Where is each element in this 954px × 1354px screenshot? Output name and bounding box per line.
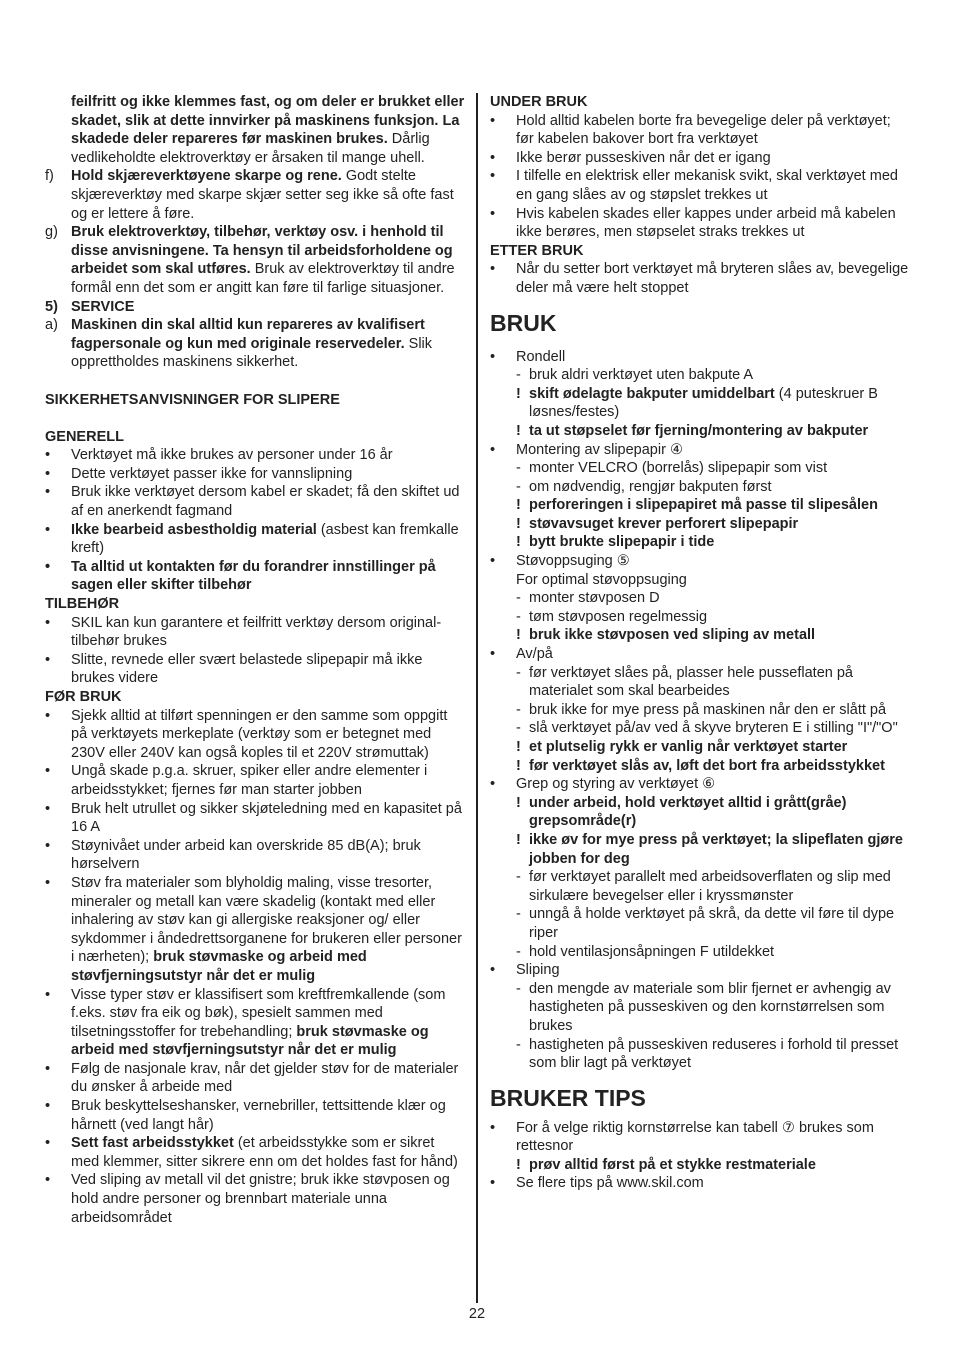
dash-item: - før verktøyet parallelt med arbeidsoverflaten og slip med sirkulære bevegelser eller i kryssmønster — [516, 869, 891, 904]
dash-item: - tøm støvposen regelmessig — [516, 608, 708, 625]
list-item: • Bruk beskyttelseshansker, vernebriller, tettsittende klær og hårnett (ved langt hår) — [45, 1098, 446, 1133]
page-number: 22 — [468, 1306, 486, 1322]
warning-item: ! bytt brukte slipepapir i tide — [516, 534, 715, 551]
dash-item: - hastigheten på pusseskiven reduseres i forhold til presset som blir lagt på verktøyet — [516, 1036, 899, 1072]
list-item: • Verktøyet må ikke brukes av personer under 16 år — [45, 447, 393, 464]
list-item: • Sjekk alltid at tilført spenningen er den samme som oppgitt på verktøyets merkeplate (verktøy som er betegnet med 230V eller 240V kan også koples til et 220V strømuttak) — [45, 707, 448, 761]
list-item: • Støynivået under arbeid kan overskride 85 dB(A); bruk hørselvern — [45, 837, 421, 873]
dash-item: - før verktøyet slåes på, plasser hele pusseflaten på materialet som skal bearbeides — [516, 664, 853, 700]
list-item: • SKIL kan kun garantere et feilfritt verktøy dersom original-tilbehør brukes — [45, 614, 442, 650]
list-item: • Rondell — [490, 348, 566, 365]
list-item: • Støv fra materialer som blyholdig maling, visse tresorter, mineraler og metall kan være skadelig (kontakt med eller inhalering av støv kan gi allergiske reaksjoner og/ eller sykdommer i åndedrettsorganene for brukeren eller personer i nærheten); bruk støvmaske og arbeid med støvfjerningsutstyr når det er mulig — [45, 874, 462, 984]
item-f: f) Hold skjæreverktøyene skarpe og rene. Godt stelte skjæreverktøy med skarpe skjær setter seg ikke så ofte fast og er lettere å føre. — [45, 168, 454, 222]
list-item: • Ta alltid ut kontakten før du forandrer innstillinger på sagen eller skifter tilbehør — [45, 558, 436, 594]
list-item: • Bruk helt utrullet og sikker skjøteledning med en kapasitet på 16 A — [45, 800, 462, 836]
dash-item: - om nødvendig, rengjør bakputen først — [516, 478, 772, 495]
dash-item: - monter støvposen D — [516, 590, 660, 607]
under-bruk-heading: UNDER BRUK — [490, 94, 588, 110]
dash-item: - slå verktøyet på/av ved å skyve bryteren E i stilling "I"/"O" — [516, 720, 898, 737]
warning-item: ! perforeringen i slipepapiret må passe til slipesålen — [516, 497, 878, 514]
list-item: • Når du setter bort verktøyet må bryteren slåes av, bevegelige deler må være helt stoppet — [490, 261, 909, 296]
list-item: • Følg de nasjonale krav, når det gjelder støv for de materialer du ønsker å arbeide med — [45, 1060, 459, 1096]
list-item: • Sett fast arbeidsstykket (et arbeidsstykke som er sikret med klemmer, sitter sikrere enn om det holdes fast for hånd) — [45, 1135, 458, 1170]
list-item: • Se flere tips på www.skil.com — [490, 1175, 704, 1192]
list-item: • Støvoppsuging ⑤ — [490, 553, 630, 570]
warning-item: ! før verktøyet slås av, løft det bort fra arbeidsstykket — [516, 757, 885, 774]
item-a: a) Maskinen din skal alltid kun repareres av kvalifisert fagpersonale og kun med originale reservedeler. Slik opprettholdes maskinens sikkerhet. — [45, 317, 433, 371]
warning-item: ! under arbeid, hold verktøyet alltid i grått(gråe) grepsområde(r) — [516, 794, 847, 830]
bruk-heading: BRUK — [490, 309, 557, 336]
warning-item: ! støvavsuget krever perforert slipepapir — [516, 515, 799, 532]
etter-bruk-heading: ETTER BRUK — [490, 242, 584, 259]
warning-item: ! prøv alltid først på et stykke restmateriale — [516, 1156, 816, 1173]
warning-item: ! bruk ikke støvposen ved sliping av metall — [516, 627, 816, 644]
warning-item: ! et plutselig rykk er vanlig når verktøyet starter — [516, 739, 848, 755]
bruker-tips-heading: BRUKER TIPS — [490, 1084, 646, 1111]
safety-heading: SIKKERHETSANVISNINGER FOR SLIPERE — [45, 391, 340, 408]
dash-item: - hold ventilasjonsåpningen F utildekket — [516, 943, 775, 960]
list-item: • I tilfelle en elektrisk eller mekanisk svikt, skal verktøyet med en gang slåes av og støpslet trekkes ut — [490, 168, 898, 203]
generell-heading: GENERELL — [45, 428, 124, 445]
warning-item: ! ta ut støpselet før fjerning/montering av bakputer — [516, 422, 869, 439]
list-item: • Ved sliping av metall vil det gnistre; bruk ikke støvposen og hold andre personer og brennbart materiale unna arbeidsområdet — [45, 1172, 450, 1226]
dash-item: - bruk aldri verktøyet uten bakpute A — [516, 367, 754, 384]
list-item: • Visse typer støv er klassifisert som kreftfremkallende (som f.eks. støv fra eik og bøk), spesielt sammen med tilsetningsstoffer for trebehandling; bruk støvmaske og arbeid med støvfjerningsutstyr når det er mulig — [45, 986, 446, 1059]
item-g: g) Bruk elektroverktøy, tilbehør, verktøy osv. i henhold til disse anvisningene. Ta hensyn til arbeidsforholdene og arbeidet som skal utføres. Bruk av elektroverktøy til andre formål enn det som er angitt kan føre til farlige situasjoner. — [45, 224, 455, 296]
list-item: • Bruk ikke verktøyet dersom kabel er skadet; få den skiftet ud af en anerkendt fagmand — [45, 484, 460, 520]
forbruk-heading: FØR BRUK — [45, 689, 122, 705]
list-item: • Montering av slipepapir ④ — [490, 441, 683, 458]
dash-item: - bruk ikke for mye press på maskinen når den er slått på — [516, 701, 887, 718]
list-item: • Ikke bearbeid asbestholdig material (asbest kan fremkalle kreft) — [45, 521, 459, 557]
stov-subtitle: For optimal støvoppsuging — [516, 571, 687, 588]
list-item: • Slitte, revnede eller svært belastede slipepapir må ikke brukes videre — [45, 651, 423, 687]
warning-item: ! skift ødelagte bakputer umiddelbart (4 puteskruer B løsnes/festes) — [516, 385, 878, 421]
list-item: • For å velge riktig kornstørrelse kan tabell ⑦ brukes som rettesnor — [490, 1119, 874, 1155]
list-item: • Grep og styring av verktøyet ⑥ — [490, 776, 716, 793]
dash-item: - monter VELCRO (borrelås) slipepapir som vist — [516, 460, 828, 477]
intro-paragraph: feilfritt og ikke klemmes fast, og om deler er brukket eller skadet, slik at dette innvirker på maskinens funksjon. La skadede deler repareres før maskinen brukes. Dårlig vedlikeholdte elektroverktøy er årsaken til mange uhell. — [71, 94, 465, 166]
list-item: • Sliping — [490, 962, 560, 979]
dash-item: - unngå å holde verktøyet på skrå, da dette vil føre til dype riper — [516, 906, 895, 941]
right-column — [490, 93, 910, 1193]
warning-item: ! ikke øv for mye press på verktøyet; la slipeflaten gjøre jobben for deg — [516, 831, 903, 867]
list-item: • Av/på — [490, 646, 553, 663]
list-item: • Hold alltid kabelen borte fra bevegelige deler på verktøyet; før kabelen bakover bort fra verktøyet — [490, 112, 891, 148]
list-item: • Hvis kabelen skades eller kappes under arbeid må kabelen ikke berøres, men støpselet straks trekkes ut — [490, 205, 896, 241]
list-item: • Ungå skade p.g.a. skruer, spiker eller andre elementer i arbeidsstykket; fjernes før man starter jobben — [45, 763, 428, 798]
section-5-heading: 5) SERVICE — [45, 298, 135, 315]
dash-item: - den mengde av materiale som blir fjernet er avhengig av hastigheten på pusseskiven og den kornstørrelsen som brukes — [516, 980, 891, 1034]
tilbehor-heading: TILBEHØR — [45, 596, 120, 613]
left-column — [45, 93, 465, 1227]
list-item: • Dette verktøyet passer ikke for vannslipning — [45, 465, 353, 482]
list-item: • Ikke berør pusseskiven når det er igang — [490, 149, 771, 166]
column-divider — [476, 93, 478, 1303]
